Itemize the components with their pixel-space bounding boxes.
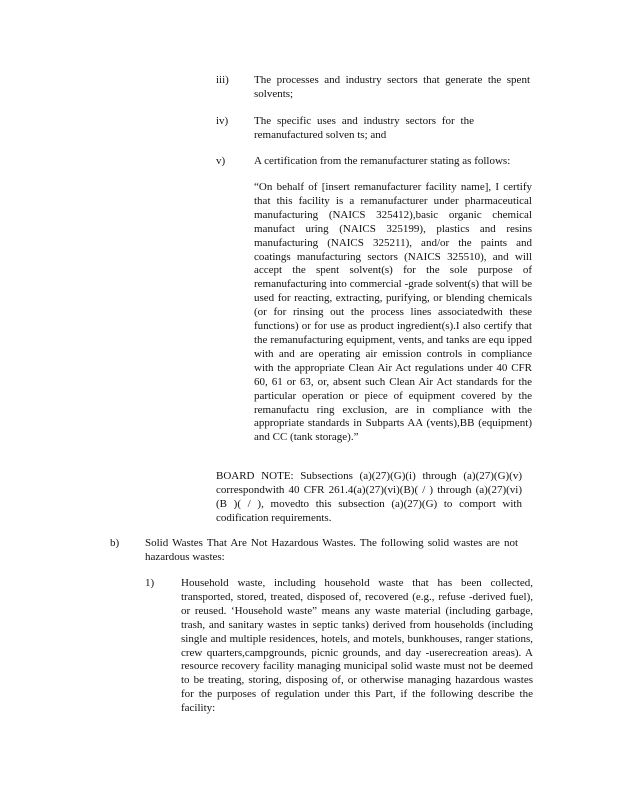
item-1-number: 1) xyxy=(145,577,155,589)
section-b-number: b) xyxy=(110,537,120,549)
board-note: BOARD NOTE: Subsections (a)(27)(G)(i) through (a)(27)(G)(v) correspondwith 40 CFR 261.4(a)(27)(vi)(B)( / ) through (a)(27)(vi)(B )( / ), movedto this subsection (a)(27)(G) to comport with codification requirements. xyxy=(216,470,522,524)
section-b-text: Solid Wastes That Are Not Hazardous Wastes. The following solid wastes are not hazardous wastes: xyxy=(145,537,518,563)
item-iv-number: iv) xyxy=(216,115,229,127)
item-v-text: A certification from the remanufacturer stating as follows: xyxy=(254,155,511,167)
item-v-number: v) xyxy=(216,155,226,167)
item-1-text: Household waste, including household waste that has been collected, transported, stored, treated, disposed of, recovered (e.g., refuse -derived fuel), or reused. ‘Household waste” means any waste material (including garbage, trash, and sanitary wastes in septic tanks) derived from households (including single and multiple residences, hotels, and motels, bunkhouses, ranger stations, crew quarters,campgrounds, picnic grounds, and day -userecreation areas). A resource recovery facility managing municipal solid waste must not be deemed to be treating, storing, disposing of, or otherwise managing hazardous wastes for the purposes of regulation under this Part, if the following describe the facility: xyxy=(181,577,533,715)
item-iii-number: iii) xyxy=(216,74,229,86)
certification-quote: “On behalf of [insert remanufacturer facility name], I certify that this facility is a remanufacturer under pharmaceutical manufacturing (NAICS 325412),basic organic chemical manufact uring (NAICS 325199), plastics and resins manufacturing (NAICS 325211), and/or the paints and coatings manufacturing sectors (NAICS 325510), and will accept the spent solvent(s) for the sole purpose of remanufacturing into commercial -grade solvent(s) that will be used for reacting, extracting, purifying, or blending chemicals (or for rinsing out the process lines associatedwith these functions) or for use as product ingredient(s).I also certify that the remanufacturing equipment, vents, and tanks are equ ipped with and are operating air emission controls in compliance with the appropriate Clean Air Act regulations under 40 CFR 60, 61 or 63, or, absent such Clean Air Act standards for the particular operation or piece of equipment covered by the remanufactu ring exclusion, are in compliance with the appropriate standards in Subparts AA (vents),BB (equipment) and CC (tank storage).” xyxy=(254,181,532,444)
item-iii-text: The processes and industry sectors that generate the spent solvents; xyxy=(254,74,530,100)
item-iv-text: The specific uses and industry sectors for the remanufactured solven ts; and xyxy=(254,115,474,141)
